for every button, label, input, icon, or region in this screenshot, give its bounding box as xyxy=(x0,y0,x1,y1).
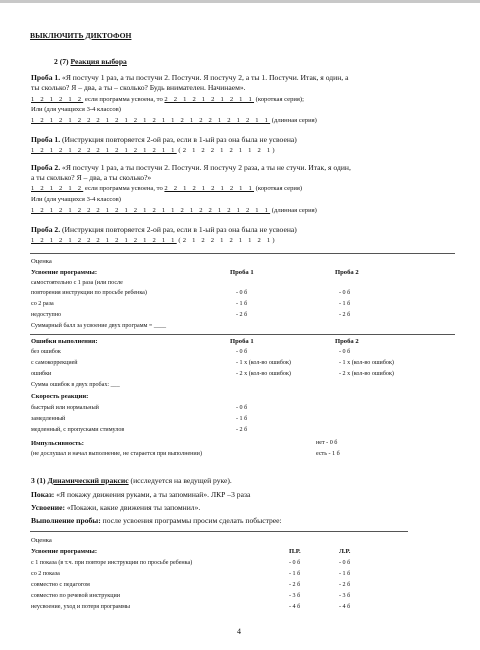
column-probe1: Проба 1 xyxy=(230,338,254,345)
assimilation-line xyxy=(31,503,200,512)
criterion-label: ошибки xyxy=(31,371,52,377)
evaluation-title: Оценка xyxy=(31,258,52,265)
score-value: - 1 б xyxy=(339,301,351,307)
score-value: - 3 б xyxy=(289,593,301,599)
criterion-label: совместно по речевой инструкции xyxy=(31,593,121,599)
probe1-line1 xyxy=(31,73,348,82)
score-value: - 0 б xyxy=(339,560,351,566)
section-number: 3 (1) xyxy=(31,476,46,485)
criterion-label: самостоятельно с 1 раза (или после xyxy=(31,280,123,286)
score-value: - 0 б xyxy=(339,290,351,296)
score-value: - 1 б xyxy=(339,571,351,577)
score-value: - 2 х (кол-во ошибок) xyxy=(236,371,291,377)
probe1-line2: ты сколько? Я – два, а ты – сколько? Будь внимателен. Начинаем». xyxy=(31,83,246,92)
score-value: - 1 х (кол-во ошибок) xyxy=(236,360,291,366)
score-value: - 1 х (кол-во ошибок) xyxy=(339,360,394,366)
sum-line: Суммарный балл за усвоение двух программ = ____ xyxy=(31,323,167,329)
scan-edge xyxy=(0,0,480,3)
score-value: - 1 б xyxy=(289,571,301,577)
sequence: 1 2 1 2 1 2 xyxy=(31,96,84,103)
assimilation-heading: Усвоение программы: xyxy=(31,269,98,276)
probe-label: Проба 2. xyxy=(31,225,61,234)
column-right-hand: П.Р. xyxy=(289,548,301,555)
sequence: 1 2 1 2 1 2 2 2 1 2 1 2 1 2 1 1 2 1 2 2 1 2 1 2 1 1 xyxy=(31,207,271,214)
criterion-label: со 2 показа xyxy=(31,571,60,577)
score-value: - 2 б xyxy=(236,312,248,318)
divider xyxy=(30,334,455,335)
evaluation-title: Оценка xyxy=(31,537,52,544)
step-label: Усвоение: xyxy=(31,503,65,512)
section-note: (исследуется на ведущей руке). xyxy=(130,476,232,485)
section-number: 2 (7) xyxy=(54,57,69,66)
criterion-label: с самокоррекцией xyxy=(31,360,78,366)
score-value: - 0 б xyxy=(289,560,301,566)
speed-heading: Скорость реакции: xyxy=(31,393,89,400)
score-value: - 0 б xyxy=(339,349,351,355)
score-value: есть - 1 б xyxy=(316,451,340,457)
criterion-label: с 1 показа (в т.ч. при повторе инструкции по просьбе ребенка) xyxy=(31,560,193,566)
probe2-line1 xyxy=(31,163,351,172)
sequence: 1 2 1 2 1 2 2 2 1 2 1 2 1 2 1 1 xyxy=(31,147,177,154)
assimilation-heading: Усвоение программы: xyxy=(31,548,98,555)
column-probe2: Проба 2 xyxy=(335,269,359,276)
probe-text: «Я постучу 1 раз, а ты постучи 2. Постучи. Я постучу 2, а ты 1. Постучи. Итак, я один, а xyxy=(62,73,349,82)
sequence-text: если программа усвоена, то xyxy=(84,96,163,103)
criterion-label: замедленный xyxy=(31,416,66,422)
sequence: 2 2 1 2 1 2 1 2 1 1 xyxy=(164,96,255,103)
probe-label: Проба 1. xyxy=(31,135,61,144)
score-value: - 0 б xyxy=(236,405,248,411)
score-value: - 2 х (кол-во ошибок) xyxy=(339,371,394,377)
step-text: «Я покажу движения руками, а ты запоминай». ЛКР –3 раза xyxy=(56,490,251,499)
divider xyxy=(30,253,455,254)
criterion-label: со 2 раза xyxy=(31,301,54,307)
sequence-note: (длинная серия) xyxy=(271,207,317,214)
criterion-label: совместно с педагогом xyxy=(31,582,90,588)
impulsivity-heading: Импульсивность: xyxy=(31,440,84,447)
probe-label: Проба 2. xyxy=(31,163,61,172)
score-value: - 2 б xyxy=(339,582,351,588)
probe2-or-line: Или (для учащихся 3-4 классов) xyxy=(31,196,121,203)
probe1-repeat-line xyxy=(31,135,297,144)
sum-line: Сумма ошибок в двух пробах: ___ xyxy=(31,382,120,388)
criterion-label: быстрый или нормальный xyxy=(31,405,99,411)
show-line xyxy=(31,490,250,499)
score-value: - 2 б xyxy=(289,582,301,588)
score-value: - 2 б xyxy=(236,427,248,433)
errors-heading: Ошибки выполнения: xyxy=(31,338,98,345)
probe1-repeat-sequence xyxy=(31,147,277,154)
column-left-hand: Л.Р. xyxy=(339,548,351,555)
probe2-line2: а ты сколько? Я – два, а ты сколько?» xyxy=(31,173,152,182)
step-text: «Покажи, какие движения ты запомнил». xyxy=(66,503,201,512)
criterion-label: без ошибок xyxy=(31,349,61,355)
sequence-note: (короткая серия) xyxy=(255,185,303,192)
criterion-label: недоступно xyxy=(31,312,62,318)
score-value: - 0 б xyxy=(236,349,248,355)
section-heading xyxy=(54,57,127,66)
probe2-sequence-line xyxy=(31,185,302,192)
sequence: 1 2 1 2 1 2 xyxy=(31,185,84,192)
step-label: Показ: xyxy=(31,490,55,499)
step-text: после усвоения программы просим сделать побыстрее: xyxy=(102,516,282,525)
score-value: - 3 б xyxy=(339,593,351,599)
probe-text: (Инструкция повторяется 2-ой раз, если в 1-ый раз она была не усвоена) xyxy=(62,225,297,234)
probe2-repeat-line xyxy=(31,225,297,234)
sequence: (2 1 2 2 1 2 1 1 2 1) xyxy=(178,237,277,244)
criterion-label: (не дослушал и начал выполнение, не старается при выполнении) xyxy=(31,451,202,457)
sequence: 1 2 1 2 1 2 2 2 1 2 1 2 1 2 1 1 2 1 2 2 1 2 1 2 1 1 xyxy=(31,117,271,124)
probe1-or-line: Или (для учащихся 3-4 классов) xyxy=(31,106,121,113)
score-value: - 4 б xyxy=(289,604,301,610)
probe-text: (Инструкция повторяется 2-ой раз, если в 1-ый раз она была не усвоена) xyxy=(62,135,297,144)
criterion-label: неусвоение, уход и потеря программы xyxy=(31,604,131,610)
probe2-repeat-sequence xyxy=(31,237,277,244)
column-probe2: Проба 2 xyxy=(335,338,359,345)
divider xyxy=(30,531,408,532)
sequence-text: если программа усвоена, то xyxy=(84,185,163,192)
score-value: - 4 б xyxy=(339,604,351,610)
sequence-note: (длинная серия) xyxy=(271,117,317,124)
probe-label: Проба 1. xyxy=(31,73,61,82)
section-heading xyxy=(31,476,232,485)
sequence: 2 2 1 2 1 2 1 2 1 1 xyxy=(164,185,255,192)
page-title: ВЫКЛЮЧИТЬ ДИКТОФОН xyxy=(30,31,132,40)
score-value: нет - 0 б xyxy=(316,440,338,446)
step-label: Выполнение пробы: xyxy=(31,516,101,525)
sequence-note: (короткая серия); xyxy=(255,96,304,103)
probe2-long-line xyxy=(31,207,317,214)
probe1-long-line xyxy=(31,117,317,124)
sequence: (2 1 2 2 1 2 1 1 2 1) xyxy=(178,147,277,154)
probe1-sequence-line xyxy=(31,96,304,103)
probe-text: «Я постучу 1 раз, а ты постучи 2. Постучи. Я постучу 2 раза, а ты не стучи. Итак, я один, xyxy=(62,163,351,172)
column-probe1: Проба 1 xyxy=(230,269,254,276)
score-value: - 1 б xyxy=(236,301,248,307)
score-value: - 0 б xyxy=(236,290,248,296)
criterion-label: медленный, с пропусками стимулов xyxy=(31,427,125,433)
score-value: - 2 б xyxy=(339,312,351,318)
sequence: 1 2 1 2 1 2 2 2 1 2 1 2 1 2 1 1 xyxy=(31,237,177,244)
page-number: 4 xyxy=(237,627,241,636)
score-value: - 1 б xyxy=(236,416,248,422)
criterion-label: повторения инструкции по просьбе ребенка) xyxy=(31,290,147,296)
execution-line xyxy=(31,516,282,525)
section-title: Реакция выбора xyxy=(70,57,127,66)
section-title: Динамический праксис xyxy=(47,476,129,485)
